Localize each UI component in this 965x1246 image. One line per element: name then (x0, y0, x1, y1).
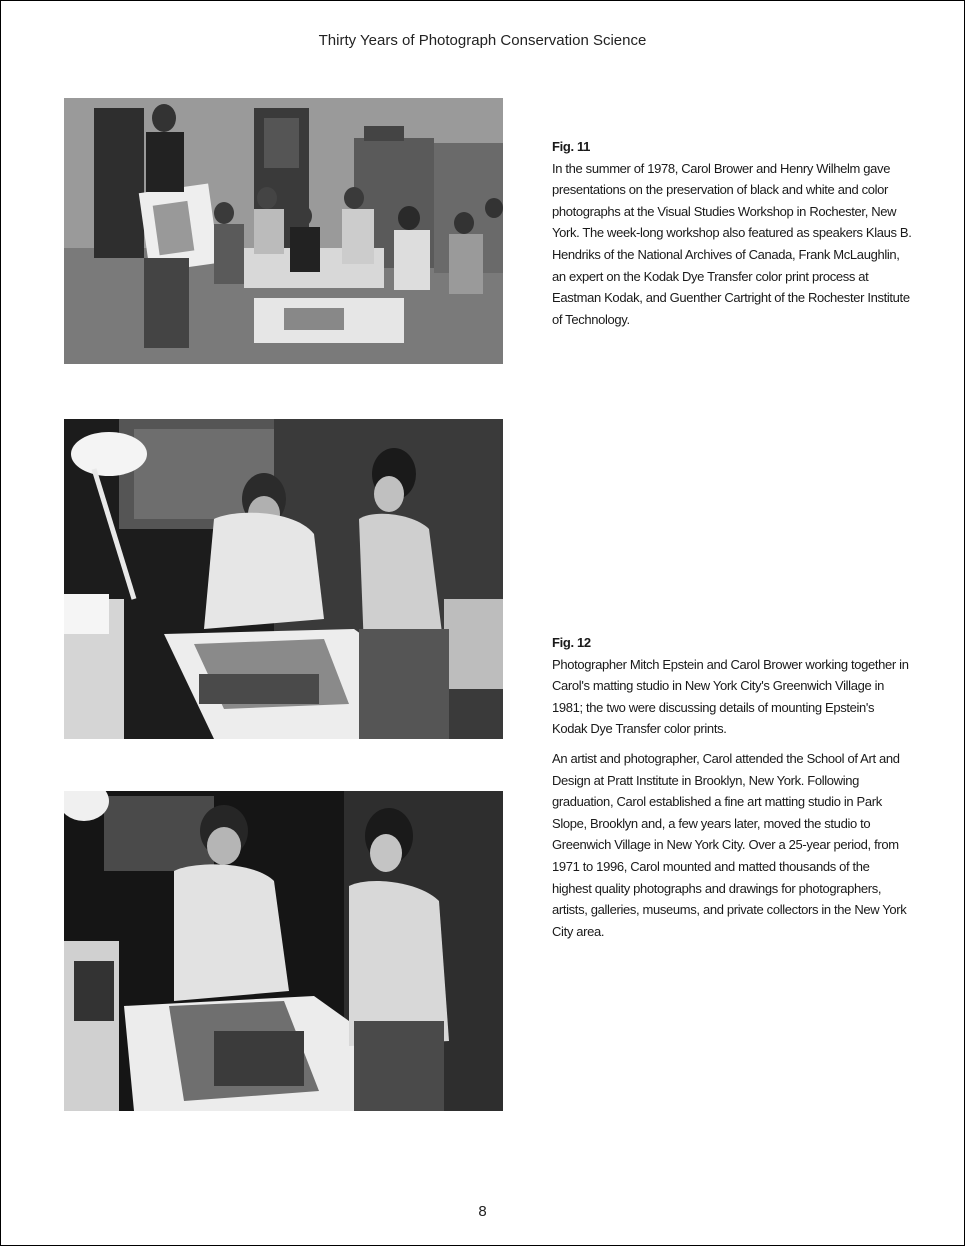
matting-studio-photo-1 (64, 419, 503, 739)
figure-12-label: Fig. 12 (552, 635, 591, 650)
matting-studio-photo-2 (64, 791, 503, 1111)
page-number: 8 (478, 1203, 487, 1220)
figure-12-caption (552, 632, 912, 942)
figure-11-caption (552, 136, 912, 330)
figure-12-text: Photographer Mitch Epstein and Carol Brower working together in Carol's matting studio in New York City's Greenwich Village in 1981; the two were discussing details of mounting Epstein's Kodak Dye Transfer color prints. (552, 656, 909, 737)
running-header: Thirty Years of Photograph Conservation Science (318, 32, 647, 49)
carol-biography-text: An artist and photographer, Carol attended the School of Art and Design at Pratt Institute in Brooklyn, New York. Following graduation, Carol established a fine art matting studio in Park Slope, Brooklyn and, a few years later, moved the studio to Greenwich Village in New York City. Over a 25-year period, from 1971 to 1996, Carol mounted and matted thousands of the highest quality photographs and drawings for photographers, artists, galleries, museums, and private collectors in the New York City area. (552, 750, 907, 939)
workshop-photo (64, 98, 503, 364)
figure-11-label: Fig. 11 (552, 139, 591, 154)
figure-11-text: In the summer of 1978, Carol Brower and Henry Wilhelm gave presentations on the preservation of black and white and color photographs at the Visual Studies Workshop in Rochester, New York. The week-long workshop also featured as speakers Klaus B. Hendriks of the National Archives of Canada, Frank McLaughlin, an expert on the Kodak Dye Transfer color print process at Eastman Kodak, and Guenther Cartright of the Rochester Institute of Technology. (552, 160, 912, 327)
